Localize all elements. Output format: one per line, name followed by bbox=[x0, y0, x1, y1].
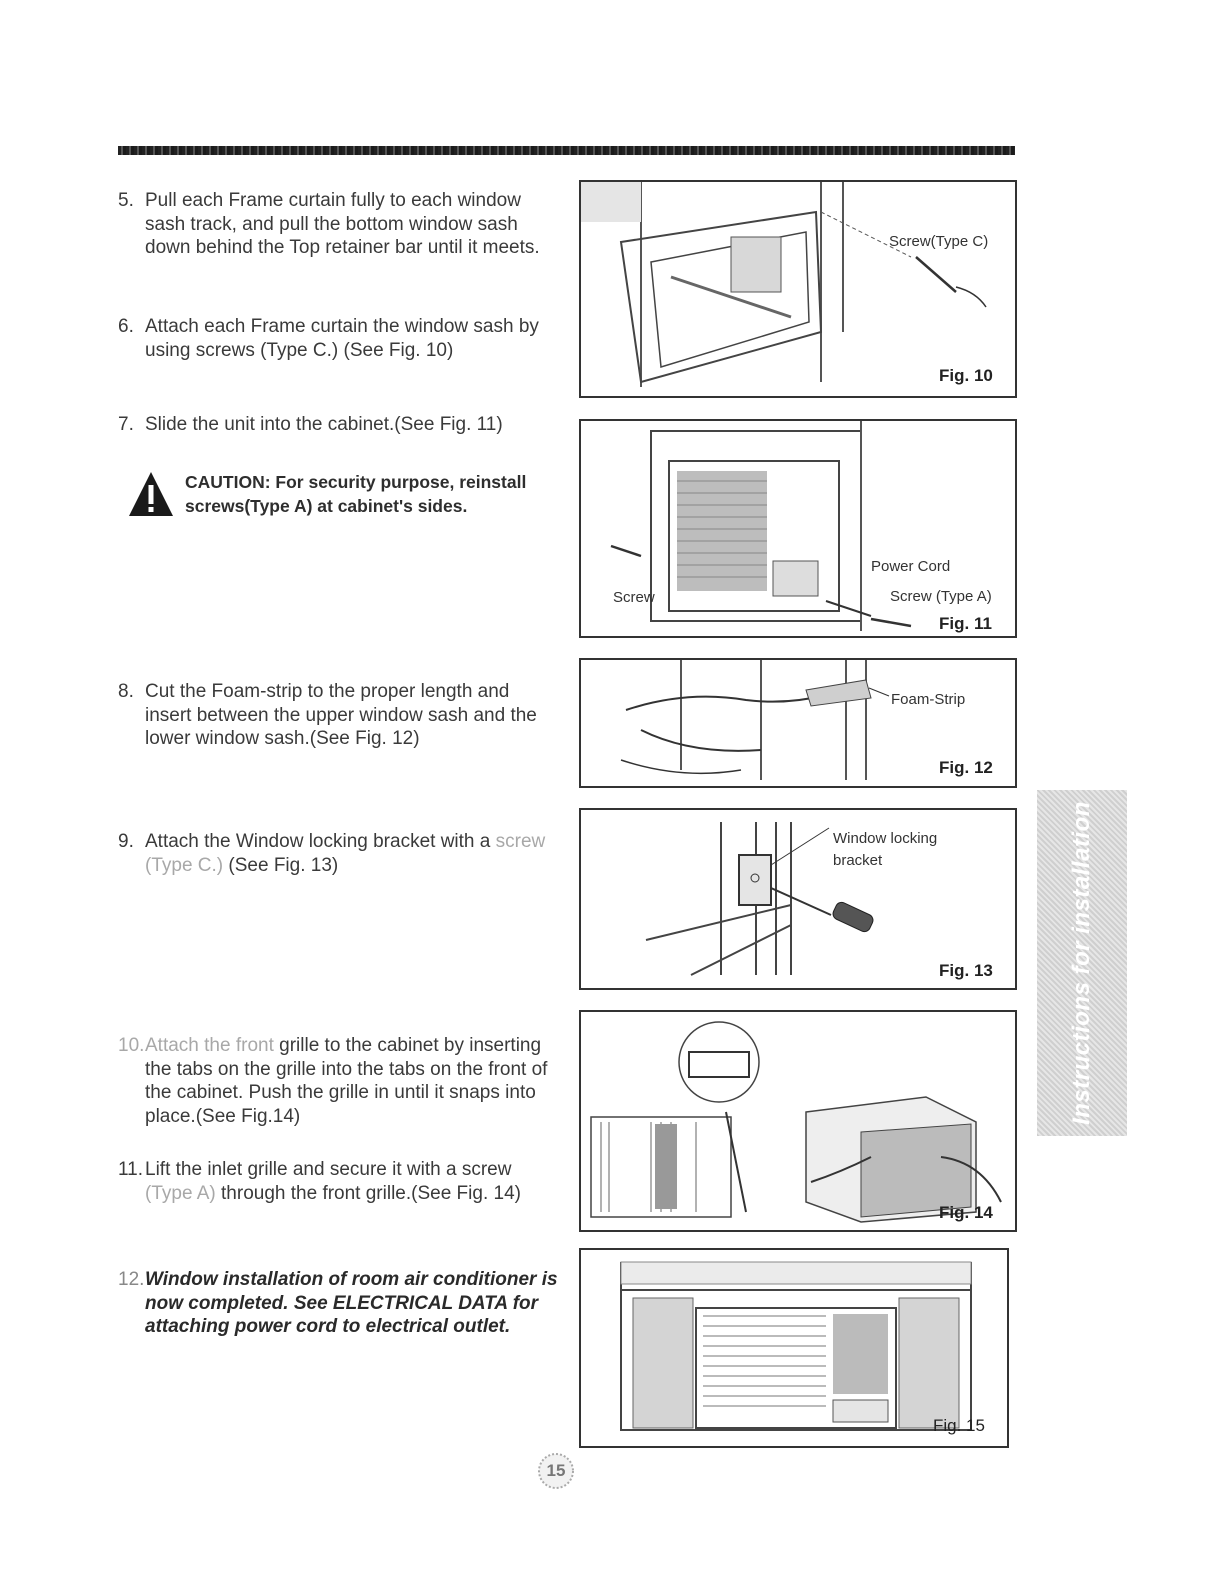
step-11 bbox=[118, 1158, 558, 1205]
page-number bbox=[536, 1451, 576, 1491]
figure-caption: Fig. 11 bbox=[939, 614, 992, 633]
step-text-main: Lift the inlet grille and secure it with a screw bbox=[145, 1159, 512, 1180]
figure-13 bbox=[579, 808, 1017, 990]
figure-caption: Fig. 15 bbox=[933, 1416, 985, 1435]
label-bracket: bracket bbox=[833, 852, 883, 869]
step-text-end: through the front grille.(See Fig. 14) bbox=[221, 1182, 521, 1204]
step-number: 12. bbox=[118, 1269, 145, 1290]
front-grille-illustration bbox=[581, 1012, 1015, 1230]
step-number: 10. bbox=[118, 1035, 145, 1056]
step-number: 6. bbox=[118, 316, 134, 337]
label-power-cord: Power Cord bbox=[871, 558, 951, 575]
label-screw: Screw bbox=[613, 589, 655, 606]
figure-caption: Fig. 10 bbox=[939, 366, 993, 385]
label-window-locking: Window locking bbox=[833, 830, 938, 847]
side-tab-label: Instructions for installation bbox=[1068, 801, 1095, 1125]
figure-15 bbox=[579, 1248, 1009, 1448]
step-text-main: grille to the cabinet by inserting the tabs on the grille into the tabs on the front of the cabinet. Push the grille in until it snaps into place.(See Fig.14) bbox=[145, 1035, 548, 1127]
step-text-end: (See Fig. 13) bbox=[228, 854, 339, 876]
step-number: 8. bbox=[118, 681, 134, 702]
step-12 bbox=[118, 1268, 558, 1339]
figure-10 bbox=[579, 180, 1017, 398]
step-text: Window installation of room air conditioner is now completed. See ELECTRICAL DATA for attaching power cord to electrical outlet. bbox=[145, 1269, 558, 1337]
step-9 bbox=[118, 830, 558, 877]
figure-caption: Fig. 14 bbox=[939, 1203, 993, 1222]
figure-12 bbox=[579, 658, 1017, 788]
step-text-faded: screw (Type C.) bbox=[145, 831, 546, 876]
figure-14 bbox=[579, 1010, 1017, 1232]
figure-caption: Fig. 12 bbox=[939, 758, 993, 777]
figure-caption: Fig. 13 bbox=[939, 961, 993, 980]
step-number: 11. bbox=[118, 1159, 144, 1180]
step-number: 7. bbox=[118, 414, 134, 435]
step-text-faded: (Type A) bbox=[145, 1182, 216, 1204]
section-side-tab bbox=[1037, 790, 1127, 1136]
step-text bbox=[118, 1034, 558, 1128]
step-6 bbox=[118, 315, 558, 362]
step-number: 5. bbox=[118, 190, 134, 211]
label-foam-strip: Foam-Strip bbox=[891, 691, 966, 708]
step-text: Attach each Frame curtain the window sash by using screws (Type C.) (See Fig. 10) bbox=[145, 316, 539, 361]
figure-11 bbox=[579, 419, 1017, 638]
step-text: Pull each Frame curtain fully to each window sash track, and pull the bottom window sash down behind the Top retainer bar until it meets. bbox=[145, 190, 540, 258]
warning-icon bbox=[127, 470, 175, 518]
label-screw-type-a: Screw (Type A) bbox=[890, 588, 992, 605]
step-text: Slide the unit into the cabinet.(See Fig. 11) bbox=[145, 414, 503, 435]
step-number: 9. bbox=[118, 831, 134, 852]
step-text bbox=[118, 1158, 558, 1205]
window-frame-illustration bbox=[581, 182, 1015, 396]
step-text bbox=[118, 830, 558, 877]
step-8 bbox=[118, 680, 558, 751]
label-screw-type-c: Screw(Type C) bbox=[889, 233, 989, 250]
step-text-faded: Attach the front bbox=[145, 1035, 274, 1056]
caution-text: CAUTION: For security purpose, reinstall screws(Type A) at cabinet's sides. bbox=[185, 472, 527, 516]
step-10 bbox=[118, 1034, 558, 1128]
step-5 bbox=[118, 189, 558, 260]
page-number-text: 15 bbox=[546, 1461, 566, 1480]
header-rule bbox=[118, 146, 1015, 155]
step-text: Cut the Foam-strip to the proper length and insert between the upper window sash and the lower window sash.(See Fig. 12) bbox=[145, 681, 537, 749]
step-text-main: Attach the Window locking bracket with a bbox=[145, 831, 491, 852]
step-7 bbox=[118, 413, 558, 437]
